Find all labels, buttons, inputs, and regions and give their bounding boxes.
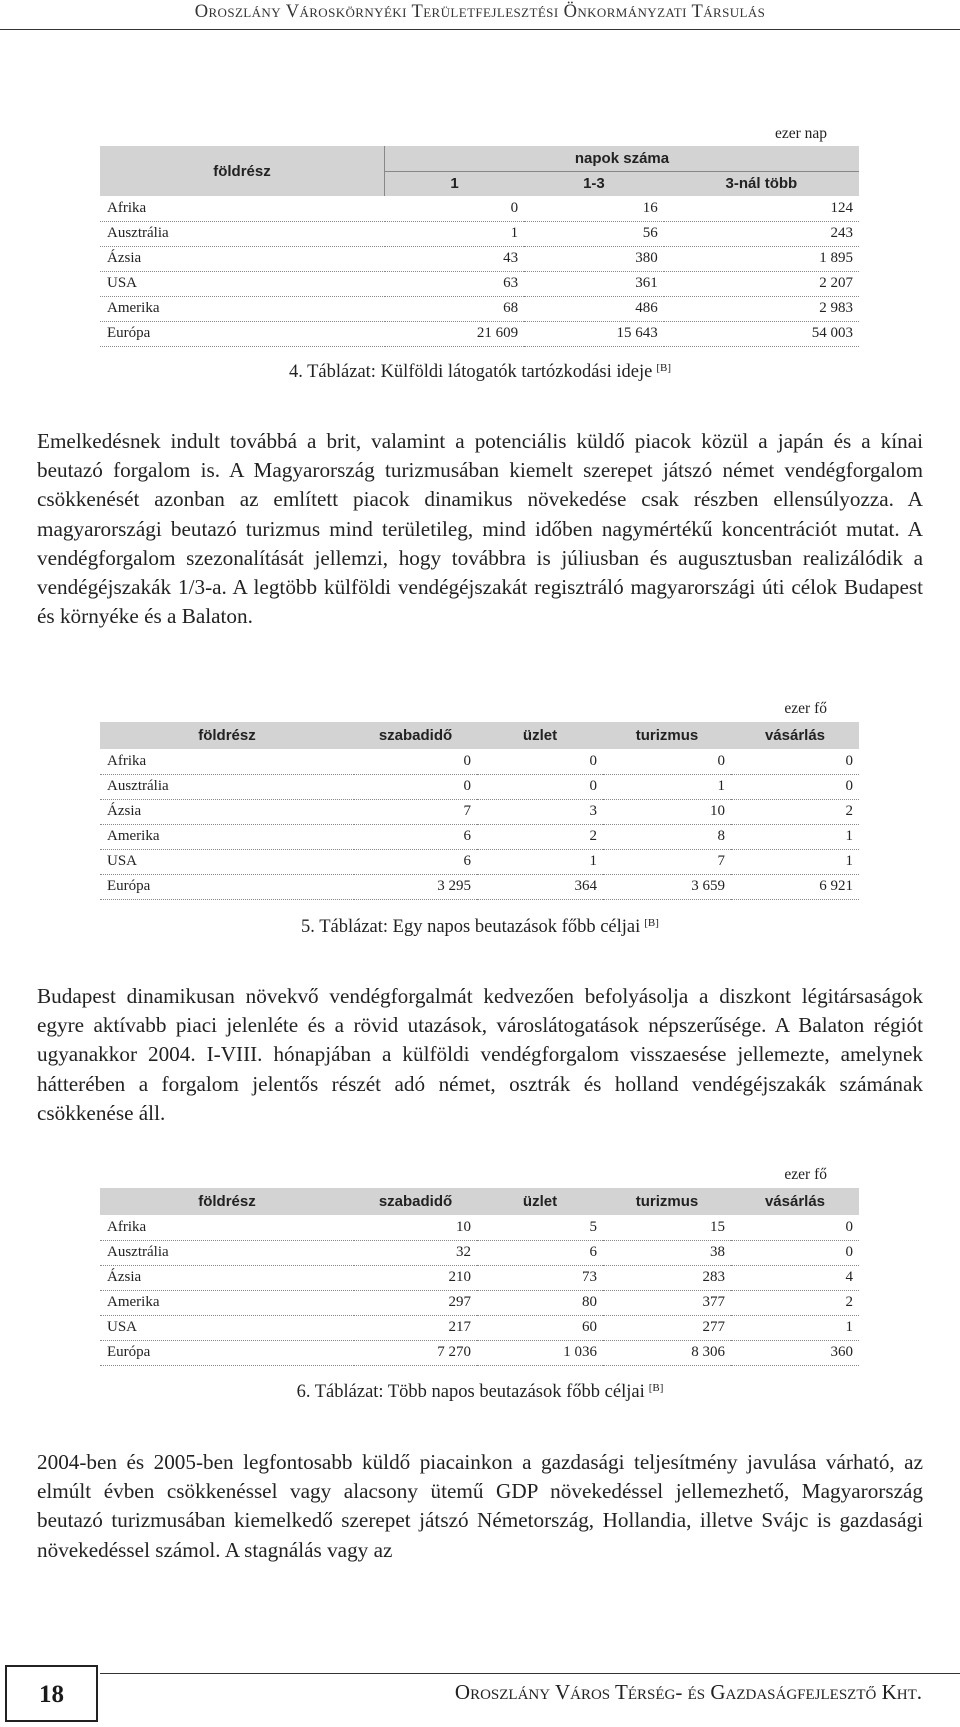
cell-value: 2	[731, 799, 859, 824]
cell-continent: Afrika	[100, 1215, 354, 1240]
table-row	[100, 271, 859, 296]
cell-value: 10	[603, 799, 731, 824]
cell-value: 0	[731, 1240, 859, 1265]
cell-value: 54 003	[664, 321, 859, 346]
cell-value: 243	[664, 221, 859, 246]
table-row	[100, 849, 859, 874]
table5-caption	[0, 917, 960, 938]
cell-value: 360	[731, 1340, 859, 1365]
cell-value: 63	[385, 271, 525, 296]
table5-unit: ezer fő	[784, 700, 827, 717]
table-row	[100, 1240, 859, 1265]
cell-value: 3	[477, 799, 603, 824]
table-row	[100, 196, 859, 221]
paragraph: Budapest dinamikusan növekvő vendégforgalmát kedvezően befolyásolja a diszkont légitársaságok egyre aktívabb piaci jelenléte és a rövid utazások, városlátogatások népszerűsége. A Balaton régiót ugyanakkor 2004. I-VIII. hónapjában a külföldi vendégforgalom visszaesése jellemezte, amelynek hátterében a forgalom jelentős részét adó német, osztrák és holland vendégéjszakák számának csökkenése áll.	[37, 984, 923, 1125]
table-row	[100, 1315, 859, 1340]
cell-value: 43	[385, 246, 525, 271]
cell-value: 0	[477, 749, 603, 774]
cell-value: 1 895	[664, 246, 859, 271]
cell-value: 1	[385, 221, 525, 246]
table-row	[100, 296, 859, 321]
cell-value: 2	[731, 1290, 859, 1315]
cell-value: 38	[603, 1240, 731, 1265]
cell-value: 1	[731, 1315, 859, 1340]
caption-reference: [B]	[644, 917, 659, 929]
cell-value: 80	[477, 1290, 603, 1315]
cell-value: 486	[524, 296, 664, 321]
header-title: Oroszlány Városkörnyéki Területfejlesztési Önkormányzati Társulás	[194, 2, 766, 22]
footer-rule	[100, 1673, 960, 1674]
cell-value: 6 921	[731, 874, 859, 899]
cell-value: 1	[603, 774, 731, 799]
table6-header: turizmus	[603, 1188, 731, 1215]
cell-value: 297	[354, 1290, 477, 1315]
table6-unit: ezer fő	[784, 1166, 827, 1183]
cell-value: 361	[524, 271, 664, 296]
cell-value: 380	[524, 246, 664, 271]
table6-header: üzlet	[477, 1188, 603, 1215]
cell-value: 8	[603, 824, 731, 849]
cell-value: 16	[524, 196, 664, 221]
cell-continent: Ausztrália	[100, 1240, 354, 1265]
cell-value: 7	[603, 849, 731, 874]
table5-header: vásárlás	[731, 722, 859, 749]
table4-subheader: 1-3	[524, 171, 664, 196]
cell-value: 15	[603, 1215, 731, 1240]
caption-text: 5. Táblázat: Egy napos beutazások főbb céljai	[301, 917, 641, 937]
table6-header: szabadidő	[354, 1188, 477, 1215]
table6	[100, 1188, 859, 1366]
table-row	[100, 321, 859, 346]
table5-header: szabadidő	[354, 722, 477, 749]
cell-value: 2 207	[664, 271, 859, 296]
footer-organization: Oroszlány Város Térség- és Gazdaságfejlesztő Kht.	[454, 1680, 922, 1704]
cell-continent: Európa	[100, 874, 354, 899]
cell-value: 68	[385, 296, 525, 321]
cell-value: 277	[603, 1315, 731, 1340]
cell-value: 8 306	[603, 1340, 731, 1365]
cell-continent: Ázsia	[100, 1265, 354, 1290]
page-number: 18	[5, 1665, 98, 1722]
cell-value: 73	[477, 1265, 603, 1290]
table-row	[100, 799, 859, 824]
cell-value: 2 983	[664, 296, 859, 321]
cell-value: 1 036	[477, 1340, 603, 1365]
cell-continent: Amerika	[100, 824, 354, 849]
cell-continent: Amerika	[100, 1290, 354, 1315]
table-row	[100, 824, 859, 849]
table4-header-continent: földrész	[100, 146, 385, 196]
cell-continent: Ausztrália	[100, 774, 354, 799]
cell-continent: Afrika	[100, 749, 354, 774]
cell-continent: Afrika	[100, 196, 385, 221]
cell-value: 1	[731, 824, 859, 849]
cell-continent: Európa	[100, 321, 385, 346]
cell-continent: Ausztrália	[100, 221, 385, 246]
cell-value: 124	[664, 196, 859, 221]
table-row	[100, 1340, 859, 1365]
cell-value: 10	[354, 1215, 477, 1240]
table4	[100, 146, 859, 347]
table4-subheader: 1	[385, 171, 525, 196]
cell-value: 0	[477, 774, 603, 799]
cell-value: 32	[354, 1240, 477, 1265]
table4-subheader: 3-nál több	[664, 171, 859, 196]
cell-value: 210	[354, 1265, 477, 1290]
cell-value: 0	[731, 1215, 859, 1240]
table-row	[100, 1215, 859, 1240]
table4-caption	[0, 362, 960, 383]
table5	[100, 722, 859, 900]
cell-continent: USA	[100, 1315, 354, 1340]
table-row	[100, 774, 859, 799]
cell-value: 15 643	[524, 321, 664, 346]
cell-value: 364	[477, 874, 603, 899]
cell-value: 0	[354, 749, 477, 774]
table-row	[100, 221, 859, 246]
paragraph: 2004-ben és 2005-ben legfontosabb küldő piacainkon a gazdasági teljesítmény javulása várható, az elmúlt évben csökkenéssel vagy alacsony ütemű GDP növekedéssel jellemezhető, Magyarország beutazó turizmusában kiemelkedő szerepet játszó Németország, Hollandia, illetve Svájc is gazdasági növekedéssel számol. A stagnálás vagy az	[37, 1450, 923, 1562]
cell-value: 6	[354, 849, 477, 874]
table-row	[100, 1290, 859, 1315]
cell-continent: Ázsia	[100, 246, 385, 271]
cell-value: 7 270	[354, 1340, 477, 1365]
cell-value: 377	[603, 1290, 731, 1315]
cell-continent: Ázsia	[100, 799, 354, 824]
cell-value: 283	[603, 1265, 731, 1290]
cell-value: 7	[354, 799, 477, 824]
cell-value: 60	[477, 1315, 603, 1340]
table4-header-group: napok száma	[385, 146, 860, 171]
cell-value: 56	[524, 221, 664, 246]
table-row	[100, 246, 859, 271]
page-header	[0, 0, 960, 30]
cell-value: 1	[477, 849, 603, 874]
caption-text: 6. Táblázat: Több napos beutazások főbb céljai	[296, 1382, 645, 1402]
table6-header: földrész	[100, 1188, 354, 1215]
cell-value: 1	[731, 849, 859, 874]
caption-reference: [B]	[656, 362, 672, 374]
cell-continent: Európa	[100, 1340, 354, 1365]
cell-value: 3 295	[354, 874, 477, 899]
cell-value: 0	[731, 749, 859, 774]
table5-header: üzlet	[477, 722, 603, 749]
paragraph: Emelkedésnek indult továbbá a brit, valamint a potenciális küldő piacok közül a japán és a kínai beutazó forgalom is. A Magyarország turizmusában kiemelt szerepet játszó német vendégforgalom csökkenését azonban az említett piacok dinamikus növekedése csak részben ellensúlyozza. A magyarországi beutazó turizmus mind területileg, mind időben nagymértékű koncentrációt mutat. A vendégforgalom szezonalítását jellemzi, hogy továbbra is júliusban és augusztusban realizálódik a vendégéjszakák 1/3-a. A legtöbb külföldi vendégéjszakát regisztráló magyarországi úti célok Budapest és környéke és a Balaton.	[37, 429, 923, 629]
table6-header: vásárlás	[731, 1188, 859, 1215]
cell-value: 5	[477, 1215, 603, 1240]
cell-value: 21 609	[385, 321, 525, 346]
table5-header: turizmus	[603, 722, 731, 749]
cell-value: 217	[354, 1315, 477, 1340]
cell-value: 0	[385, 196, 525, 221]
cell-value: 6	[354, 824, 477, 849]
table4-unit: ezer nap	[774, 125, 827, 142]
caption-text: 4. Táblázat: Külföldi látogatók tartózkodási ideje	[288, 362, 653, 382]
caption-reference: [B]	[648, 1382, 664, 1394]
cell-continent: Amerika	[100, 296, 385, 321]
table-row	[100, 749, 859, 774]
cell-continent: USA	[100, 271, 385, 296]
cell-value: 0	[354, 774, 477, 799]
cell-value: 4	[731, 1265, 859, 1290]
cell-value: 2	[477, 824, 603, 849]
table-row	[100, 874, 859, 899]
cell-value: 6	[477, 1240, 603, 1265]
cell-value: 3 659	[603, 874, 731, 899]
table-row	[100, 1265, 859, 1290]
cell-value: 0	[603, 749, 731, 774]
cell-value: 0	[731, 774, 859, 799]
cell-continent: USA	[100, 849, 354, 874]
table5-header: földrész	[100, 722, 354, 749]
table6-caption	[0, 1382, 960, 1403]
